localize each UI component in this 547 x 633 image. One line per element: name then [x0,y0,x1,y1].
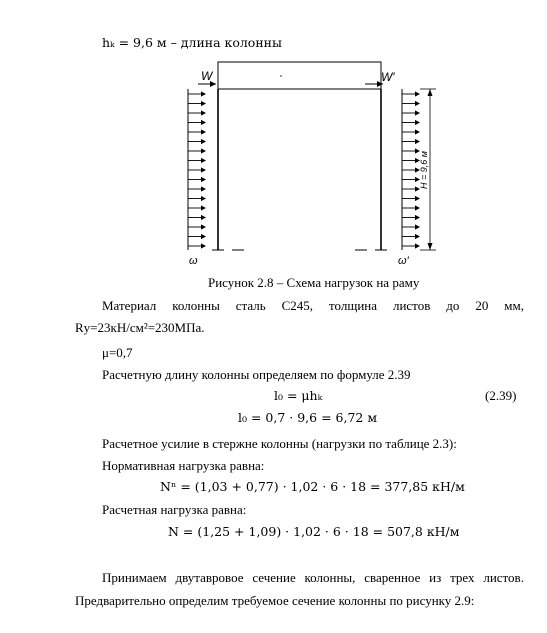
left-load-arrowhead [201,177,206,182]
right-load-arrowhead [415,139,420,144]
frame-load-diagram [0,0,547,280]
height-label: H = 9,6 м [419,151,429,189]
left-load-arrowhead [201,148,206,153]
left-load-arrowhead [201,234,206,239]
right-load-arrowhead [415,234,420,239]
left-load-arrowhead [201,120,206,125]
figure-caption: Рисунок 2.8 – Схема нагрузок на раму [208,275,420,290]
force-intro: Расчетное усилие в стержне колонны (нагрузки по таблице 2.3): [102,436,457,451]
normative-load-formula: Nⁿ = (1,03 + 0,77) · 1,02 · 6 · 18 = 377,85 кН/м [160,479,465,494]
right-load-arrowhead [415,91,420,96]
left-load-arrowhead [201,110,206,115]
right-load-arrowhead [415,224,420,229]
left-load-arrowhead [201,139,206,144]
calc-length-intro: Расчетную длину колонны определяем по формуле 2.39 [102,367,411,382]
left-load-arrowhead [201,186,206,191]
left-load-arrowhead [201,158,206,163]
left-load-arrowhead [201,91,206,96]
formula-2-39-number: (2.39) [485,388,517,403]
left-load-arrowhead [201,215,206,220]
material-line-1: Материал колонны сталь С245, толщина листов до 20 мм, [102,298,524,313]
formula-2-39-calc: l₀ = 0,7 · 9,6 = 6,72 м [238,410,378,425]
omega-prime-label: ω′ [398,255,409,267]
normative-load-label: Нормативная нагрузка равна: [102,458,265,473]
design-load-label: Расчетная нагрузка равна: [102,502,247,517]
section-line-2: Предварительно определим требуемое сечение колонны по рисунку 2.9: [75,593,475,608]
right-load-arrowhead [415,110,420,115]
left-load-arrowhead [201,101,206,106]
w-prime-label: W′ [381,70,395,84]
right-load-arrowhead [415,196,420,201]
right-load-arrowhead [415,205,420,210]
left-load-arrowhead [201,243,206,248]
w-label: W [201,69,213,83]
right-distributed-load-arrows [402,91,420,248]
left-load-arrowhead [201,224,206,229]
left-distributed-load-arrows [188,91,206,248]
material-line-2: Rу=23кН/см²=230МПа. [75,320,205,335]
left-load-arrowhead [201,196,206,201]
column-length-line: hₖ = 9,6 м – длина колонны [102,35,282,50]
left-load-arrowhead [201,129,206,134]
section-line-1: Принимаем двутавровое сечение колонны, сваренное из трех листов. [102,570,524,585]
omega-label: ω [189,255,198,267]
left-load-arrowhead [201,167,206,172]
right-load-arrowhead [415,129,420,134]
right-load-arrowhead [415,215,420,220]
left-load-arrowhead [201,205,206,210]
right-load-arrowhead [415,120,420,125]
right-load-arrowhead [415,243,420,248]
formula-2-39: l₀ = μhₖ [274,388,323,403]
design-load-formula: N = (1,25 + 1,09) · 1,02 · 6 · 18 = 507,8 кН/м [168,524,460,539]
mu-value: μ=0,7 [102,345,133,360]
right-load-arrowhead [415,101,420,106]
